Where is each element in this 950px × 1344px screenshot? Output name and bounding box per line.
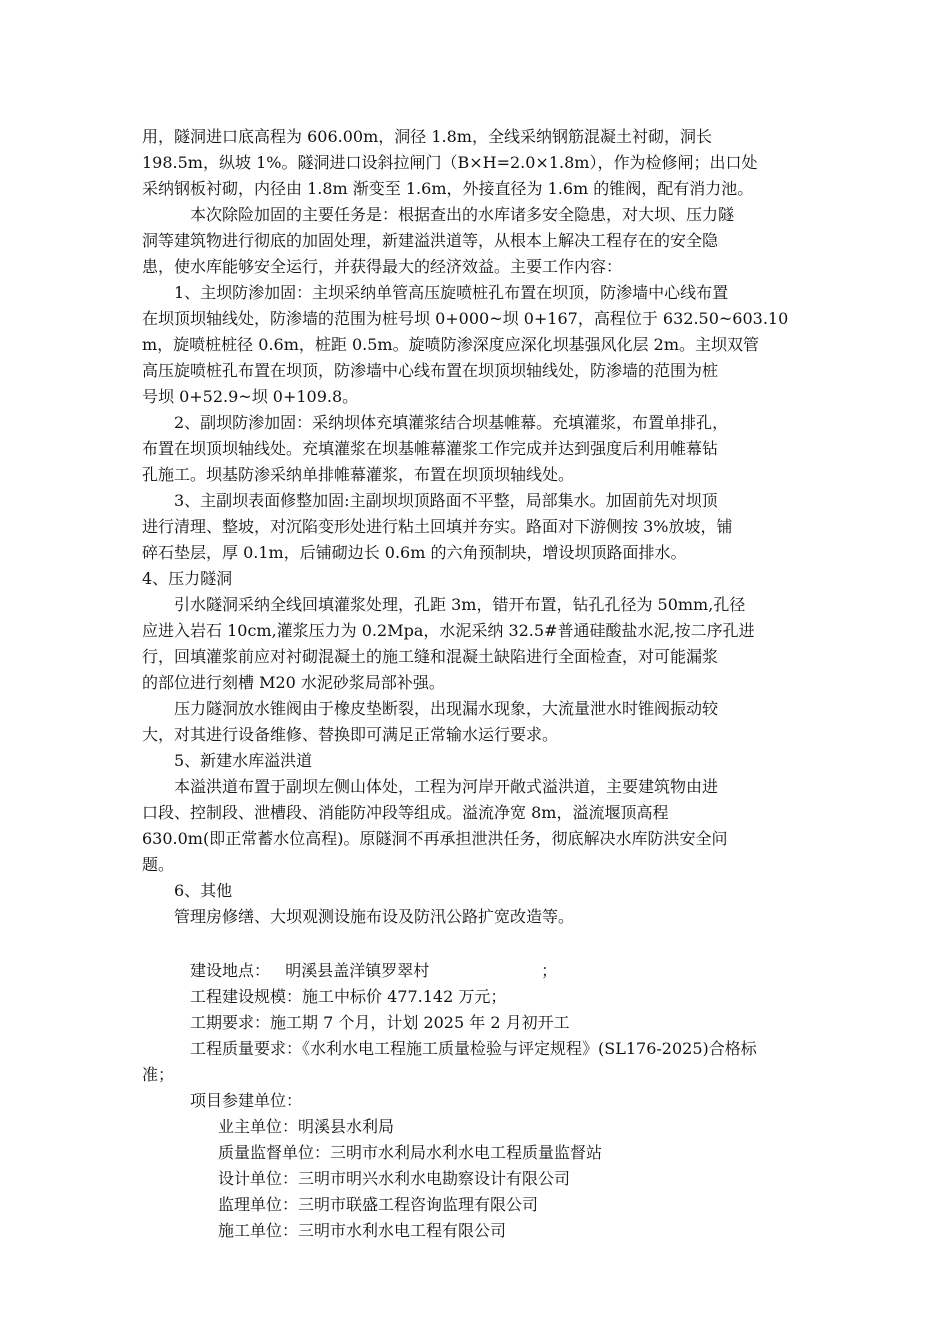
paragraph-line: 大，对其进行设备维修、替换即可满足正常输水运行要求。 bbox=[142, 725, 559, 744]
paragraph-line: 高压旋喷桩孔布置在坝顶，防渗墙中心线布置在坝顶坝轴线处，防渗墙的范围为桩 bbox=[142, 361, 719, 380]
paragraph-line: 题。 bbox=[142, 855, 175, 874]
participants-heading: 项目参建单位： bbox=[190, 1091, 303, 1110]
paragraph-line: 进行清理、整坡，对沉陷变形处进行粘土回填并夯实。路面对下游侧按 3%放坡，铺 bbox=[142, 517, 733, 536]
section-heading-4: 4、压力隧洞 bbox=[142, 569, 233, 588]
section-heading-6: 6、其他 bbox=[174, 881, 233, 900]
schedule-requirement: 工期要求：施工期 7 个月，计划 2025 年 2 月初开工 bbox=[190, 1013, 570, 1032]
paragraph-line: 管理房修缮、大坝观测设施布设及防汛公路扩宽改造等。 bbox=[174, 907, 575, 926]
paragraph-line: 布置在坝顶坝轴线处。充填灌浆在坝基帷幕灌浆工作完成并达到强度后利用帷幕钻 bbox=[142, 439, 719, 458]
paragraph-line: 洞等建筑物进行彻底的加固处理，新建溢洪道等，从根本上解决工程存在的安全隐 bbox=[142, 231, 719, 250]
paragraph-line: 应进入岩石 10cm,灌浆压力为 0.2Mpa，水泥采纳 32.5#普通硅酸盐水泥,按二序孔进 bbox=[142, 621, 755, 640]
paragraph-line: 本次除险加固的主要任务是：根据查出的水库诸多安全隐患，对大坝、压力隧 bbox=[190, 205, 735, 224]
construction-unit: 施工单位：三明市水利水电工程有限公司 bbox=[218, 1221, 507, 1240]
list-item-1: 1、主坝防渗加固：主坝采纳单管高压旋喷桩孔布置在坝顶，防渗墙中心线布置 bbox=[174, 283, 729, 302]
supervisor-unit: 监理单位：三明市联盛工程咨询监理有限公司 bbox=[218, 1195, 539, 1214]
paragraph-line: 患，使水库能够安全运行，并获得最大的经济效益。主要工作内容： bbox=[142, 257, 623, 276]
construction-scale: 工程建设规模：施工中标价 477.142 万元； bbox=[190, 987, 507, 1006]
construction-location: 建设地点： 明溪县盖洋镇罗翠村 ； bbox=[190, 961, 558, 980]
paragraph-line: 行，回填灌浆前应对衬砌混凝土的施工缝和混凝土缺陷进行全面检查，对可能漏浆 bbox=[142, 647, 719, 666]
list-item-2: 2、副坝防渗加固：采纳坝体充填灌浆结合坝基帷幕。充填灌浆，布置单排孔， bbox=[174, 413, 729, 432]
design-unit: 设计单位：三明市明兴水利水电勘察设计有限公司 bbox=[218, 1169, 571, 1188]
paragraph-line: 孔施工。坝基防渗采纳单排帷幕灌浆，布置在坝顶坝轴线处。 bbox=[142, 465, 575, 484]
paragraph-line: 的部位进行刻槽 M20 水泥砂浆局部补强。 bbox=[142, 673, 445, 692]
paragraph-line: 630.0m(即正常蓄水位高程)。原隧洞不再承担泄洪任务，彻底解决水库防洪安全问 bbox=[142, 829, 728, 848]
paragraph-line: 号坝 0+52.9~坝 0+109.8。 bbox=[142, 387, 359, 406]
quality-requirement: 工程质量要求：《水利水电工程施工质量检验与评定规程》(SL176-2025)合格标 bbox=[190, 1039, 757, 1058]
owner-unit: 业主单位：明溪县水利局 bbox=[218, 1117, 395, 1136]
paragraph-line: 压力隧洞放水锥阀由于橡皮垫断裂，出现漏水现象，大流量泄水时锥阀振动较 bbox=[174, 699, 719, 718]
paragraph-line: 采纳钢板衬砌，内径由 1.8m 渐变至 1.6m，外接直径为 1.6m 的锥阀，配有消力池。 bbox=[142, 179, 754, 198]
paragraph-line: 碎石垫层，厚 0.1m，后铺砌边长 0.6m 的六角预制块，增设坝顶路面排水。 bbox=[142, 543, 687, 562]
section-heading-5: 5、新建水库溢洪道 bbox=[174, 751, 313, 770]
paragraph-line: 用，隧洞进口底高程为 606.00m，洞径 1.8m，全线采纳钢筋混凝土衬砌，洞长 bbox=[142, 127, 712, 146]
paragraph-line: 在坝顶坝轴线处，防渗墙的范围为桩号坝 0+000~坝 0+167，高程位于 632.50~603.10 bbox=[142, 309, 789, 328]
paragraph-line: 引水隧洞采纳全线回填灌浆处理，孔距 3m，错开布置，钻孔孔径为 50mm,孔径 bbox=[174, 595, 746, 614]
paragraph-line: 198.5m，纵坡 1%。隧洞进口设斜拉闸门（B×H=2.0×1.8m），作为检修闸；出口处 bbox=[142, 153, 758, 172]
paragraph-line: 口段、控制段、泄槽段、消能防冲段等组成。溢流净宽 8m，溢流堰顶高程 bbox=[142, 803, 669, 822]
quality-supervision-unit: 质量监督单位：三明市水利局水利水电工程质量监督站 bbox=[218, 1143, 603, 1162]
paragraph-line: 本溢洪道布置于副坝左侧山体处，工程为河岸开敞式溢洪道，主要建筑物由进 bbox=[174, 777, 719, 796]
paragraph-line: m，旋喷桩桩径 0.6m，桩距 0.5m。旋喷防渗深度应深化坝基强风化层 2m。主坝双管 bbox=[142, 335, 760, 354]
list-item-3: 3、主副坝表面修整加固:主副坝坝顶路面不平整，局部集水。加固前先对坝顶 bbox=[174, 491, 718, 510]
quality-requirement-cont: 准； bbox=[142, 1065, 175, 1084]
